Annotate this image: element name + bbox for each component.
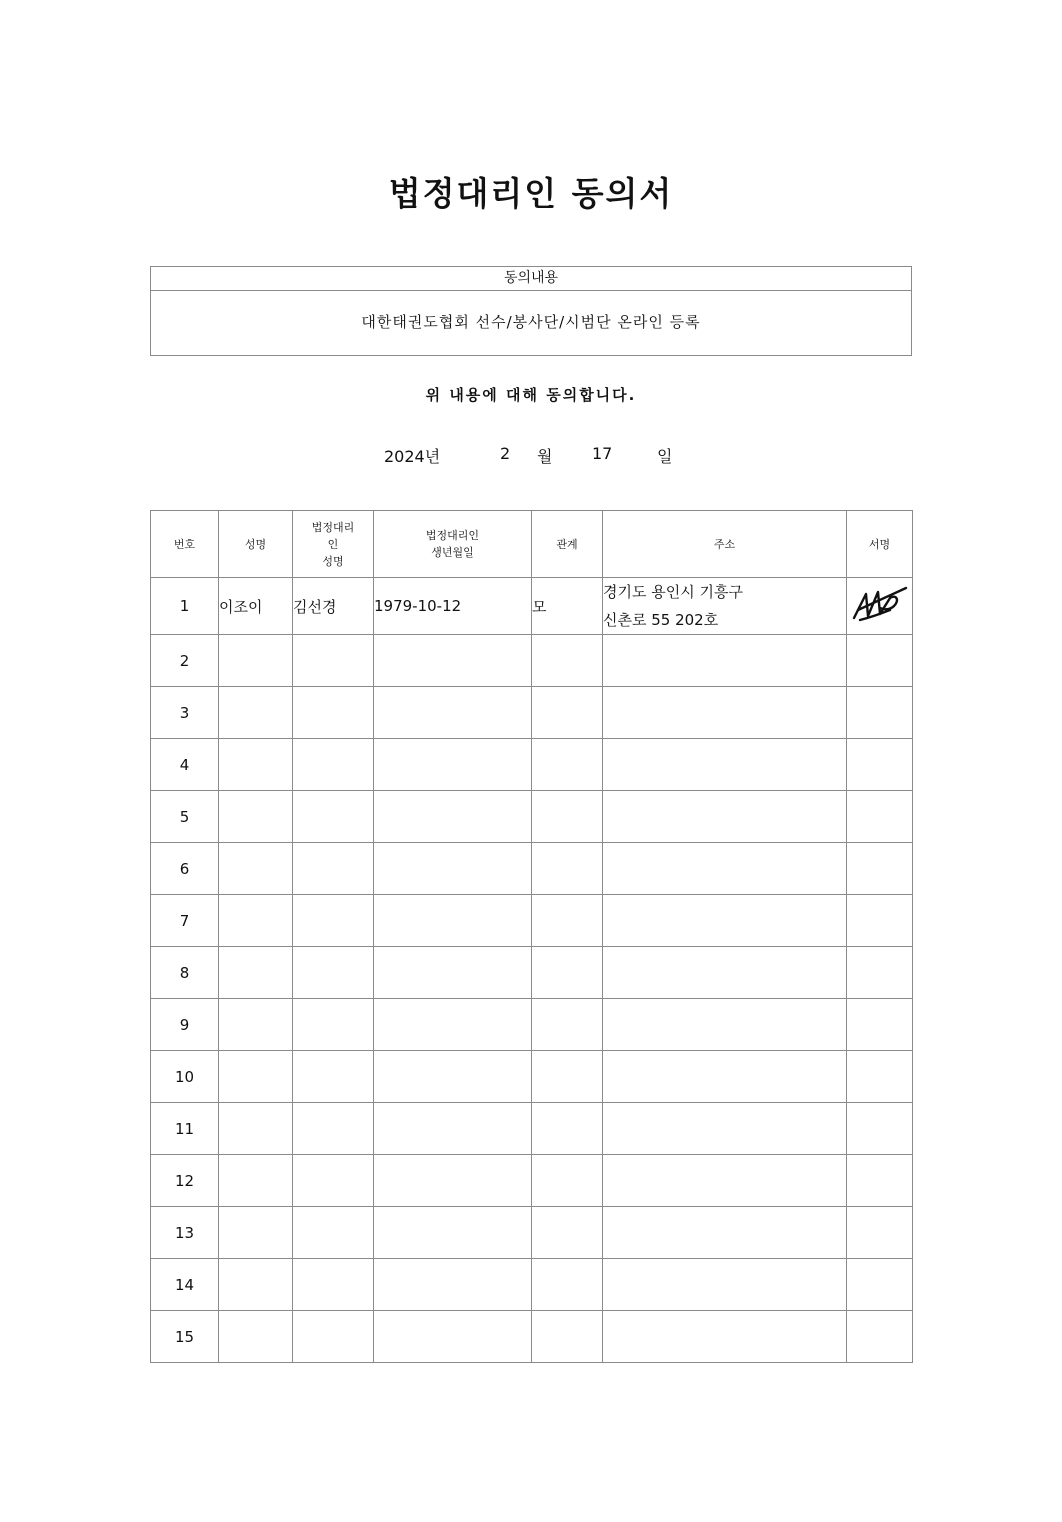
table-row [151,1155,913,1207]
table-row [151,1051,913,1103]
row-number: 5 [151,791,219,843]
row-guardian-name: 김선경 [293,578,374,635]
row-number: 6 [151,843,219,895]
header-guardian-name: 법정대리 인 성명 [293,511,374,578]
document-title: 법정대리인 동의서 [388,174,674,213]
guardian-roster-table [150,510,913,1363]
table-row [151,843,913,895]
row-number: 3 [151,687,219,739]
header-name: 성명 [219,511,293,578]
table-row [151,739,913,791]
date-month: 2 [500,444,511,463]
header-address: 주소 [603,511,847,578]
handwritten-signature [850,580,910,628]
table-row [151,947,913,999]
row-name: 이조이 [219,578,293,635]
row-guardian-birth: 1979-10-12 [374,578,532,635]
row-address-line1: 경기도 용인시 기흥구 [603,583,743,601]
date-year: 2024년 [384,447,441,466]
row-number: 14 [151,1259,219,1311]
table-header-row [151,511,913,578]
table-row [151,895,913,947]
table-row [151,1259,913,1311]
consent-content-header: 동의내용 [151,267,911,291]
row-address [603,578,847,635]
row-number: 9 [151,999,219,1051]
row-number: 10 [151,1051,219,1103]
consent-content-box [150,266,912,356]
table-row [151,635,913,687]
date-month-unit: 월 [537,447,553,466]
row-number: 8 [151,947,219,999]
table-row [151,578,913,635]
row-number: 2 [151,635,219,687]
row-number: 12 [151,1155,219,1207]
table-row [151,687,913,739]
date-day: 17 [592,444,613,463]
row-signature [847,578,913,635]
row-address-line2: 신촌로 55 202호 [603,611,719,629]
row-relation: 모 [532,578,603,635]
table-row [151,999,913,1051]
row-number: 15 [151,1311,219,1363]
table-row [151,791,913,843]
header-number: 번호 [151,511,219,578]
agreement-statement: 위 내용에 대해 동의합니다. [425,386,637,404]
header-relation: 관계 [532,511,603,578]
row-number: 11 [151,1103,219,1155]
row-number: 1 [151,578,219,635]
row-number: 13 [151,1207,219,1259]
header-signature: 서명 [847,511,913,578]
consent-content-body: 대한태권도협회 선수/봉사단/시범단 온라인 등록 [361,313,701,331]
table-row [151,1103,913,1155]
row-number: 7 [151,895,219,947]
header-guardian-birth: 법정대리인 생년월일 [374,511,532,578]
table-row [151,1311,913,1363]
date-day-unit: 일 [657,447,673,466]
row-number: 4 [151,739,219,791]
table-row [151,1207,913,1259]
